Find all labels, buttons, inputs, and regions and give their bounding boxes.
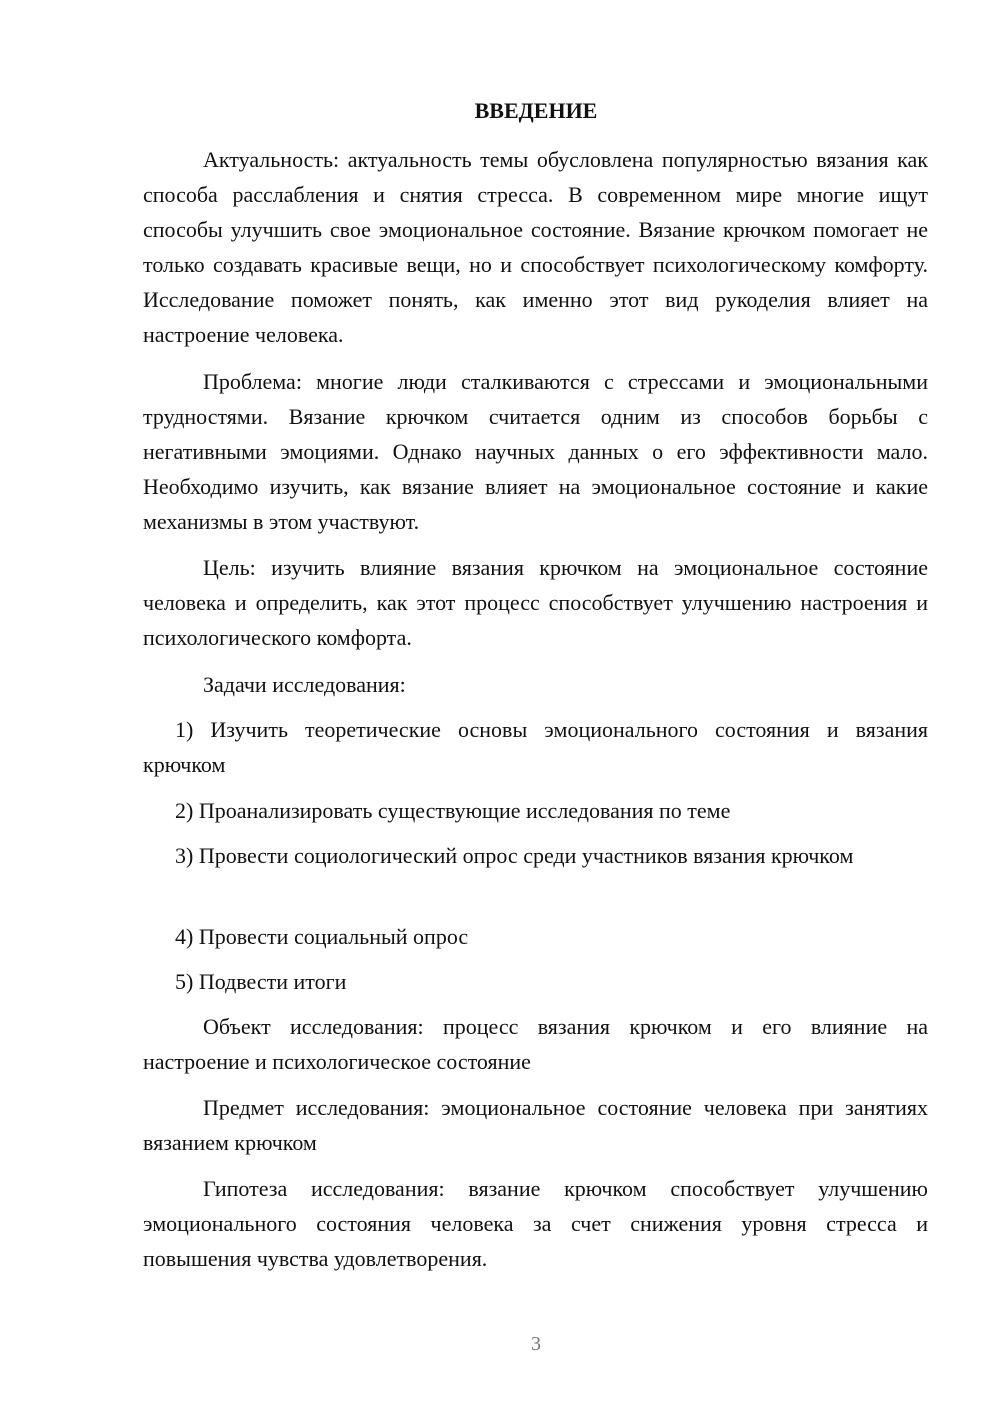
paragraph-goal: Цель: изучить влияние вязания крючком на эмоциональное состояние человека и определить, как этот процесс способствует улучшению настроения и психологического комфорта. xyxy=(143,555,928,650)
paragraph-object: Объект исследования: процесс вязания крючком и его влияние на настроение и психологическое состояние xyxy=(143,1014,928,1074)
task-item-1: 1) Изучить теоретические основы эмоционального состояния и вязания крючком xyxy=(143,717,928,777)
task-item-3: 3) Провести социологический опрос среди участников вязания крючком xyxy=(175,843,854,868)
paragraph-relevance: Актуальность: актуальность темы обусловлена популярностью вязания как способа расслабления и снятия стресса. В современном мире многие ищут способы улучшить свое эмоциональное состояние. Вязание крючком помогает не только создавать красивые вещи, но и способствует психологическому комфорту. Исследование поможет понять, как именно этот вид рукоделия влияет на настроение человека. xyxy=(143,147,928,347)
task-item-4: 4) Провести социальный опрос xyxy=(175,924,469,949)
paragraph-subject: Предмет исследования: эмоциональное состояние человека при занятиях вязанием крючком xyxy=(143,1095,928,1155)
page-title: ВВЕДЕНИЕ xyxy=(474,98,598,123)
page-number: 3 xyxy=(531,1333,541,1355)
task-item-5: 5) Подвести итоги xyxy=(175,969,347,994)
paragraph-hypothesis: Гипотеза исследования: вязание крючком способствует улучшению эмоционального состояния человека за счет снижения уровня стресса и повышения чувства удовлетворения. xyxy=(143,1176,928,1271)
paragraph-problem: Проблема: многие люди сталкиваются с стрессами и эмоциональными трудностями. Вязание крючком считается одним из способов борьбы с негативными эмоциями. Однако научных данных о его эффективности мало. Необходимо изучить, как вязание влияет на эмоциональное состояние и какие механизмы в этом участвуют. xyxy=(143,369,928,534)
tasks-title: Задачи исследования: xyxy=(203,672,406,697)
task-item-2: 2) Проанализировать существующие исследования по теме xyxy=(175,798,731,823)
